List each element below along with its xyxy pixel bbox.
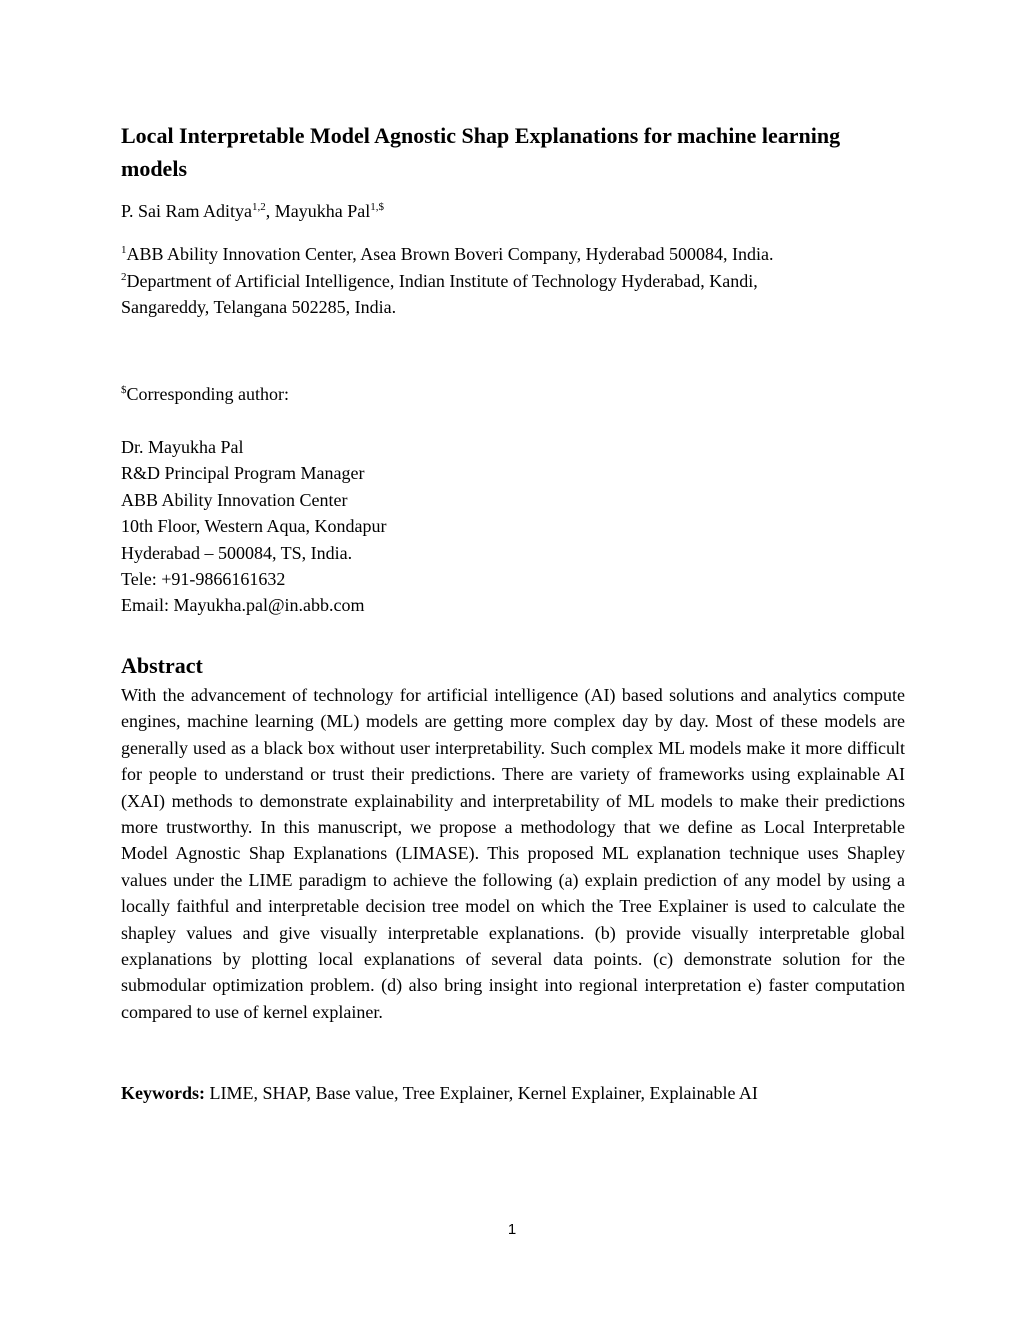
affiliation-1-text: ABB Ability Innovation Center, Asea Brown Boveri Company, Hyderabad 500084, India. — [126, 244, 774, 264]
affiliation-2-continuation: Sangareddy, Telangana 502285, India. — [121, 297, 397, 317]
affiliation-1 — [121, 241, 905, 268]
contact-email: Email: Mayukha.pal@in.abb.com — [121, 595, 365, 616]
affiliation-2-marker: 2 — [121, 270, 127, 283]
contact-address-line-2: Hyderabad – 500084, TS, India. — [121, 542, 353, 563]
paper-title: Local Interpretable Model Agnostic Shap Explanations for machine learning models — [121, 123, 841, 181]
page-number: 1 — [507, 1221, 517, 1238]
contact-position: R&D Principal Program Manager — [121, 463, 365, 484]
corresponding-label-text: Corresponding author: — [126, 384, 289, 404]
author-line — [121, 199, 905, 223]
author-1-name: P. Sai Ram Aditya — [121, 201, 253, 221]
contact-address-line-1: 10th Floor, Western Aqua, Kondapur — [121, 516, 387, 537]
keywords-text: LIME, SHAP, Base value, Tree Explainer, Kernel Explainer, Explainable AI — [205, 1083, 758, 1103]
abstract-heading: Abstract — [121, 653, 203, 678]
abstract-text: With the advancement of technology for artificial intelligence (AI) based solutions and analytics compute engines, machine learning (ML) models are getting more complex day by day. Most of these models are generally used as a black box without user interpretability. Such complex ML models make it more difficult for people to understand or trust their predictions. There are variety of frameworks using explainable AI (XAI) methods to demonstrate explainability and interpretability of ML models to make their predictions more trustworthy. In this manuscript, we propose a methodology that we define as Local Interpretable Model Agnostic Shap Explanations (LIMASE). This proposed ML explanation technique uses Shapley values under the LIME paradigm to achieve the following (a) explain prediction of any model by using a locally faithful and interpretable decision tree model on which the Tree Explainer is used to calculate the shapley values and give visually interpretable explanations. (b) provide visually interpretable global explanations by plotting local explanations of several data points. (c) demonstrate solution for the submodular optimization problem. (d) also bring insight into regional interpretation e) faster computation compared to use of kernel explainer. — [121, 685, 905, 1022]
affiliation-2-text: Department of Artificial Intelligence, Indian Institute of Technology Hyderabad, Kandi, — [126, 270, 758, 291]
affiliation-2 — [121, 268, 905, 295]
author-1-affiliation-marker: 1,2 — [252, 201, 266, 213]
keywords-line — [121, 1080, 905, 1106]
contact-phone: Tele: +91-9866161632 — [121, 569, 286, 590]
author-2-affiliation-marker: 1,$ — [370, 201, 384, 213]
contact-name: Dr. Mayukha Pal — [121, 437, 244, 457]
corresponding-author-label — [121, 381, 905, 407]
contact-block — [121, 434, 905, 619]
contact-organization: ABB Ability Innovation Center — [121, 489, 348, 510]
author-2-name: Mayukha Pal — [274, 201, 371, 221]
affiliation-1-marker: 1 — [121, 244, 127, 256]
keywords-label: Keywords: — [121, 1083, 205, 1103]
author-separator: , — [265, 201, 275, 221]
corresponding-marker: $ — [121, 384, 127, 396]
affiliations — [121, 241, 905, 321]
